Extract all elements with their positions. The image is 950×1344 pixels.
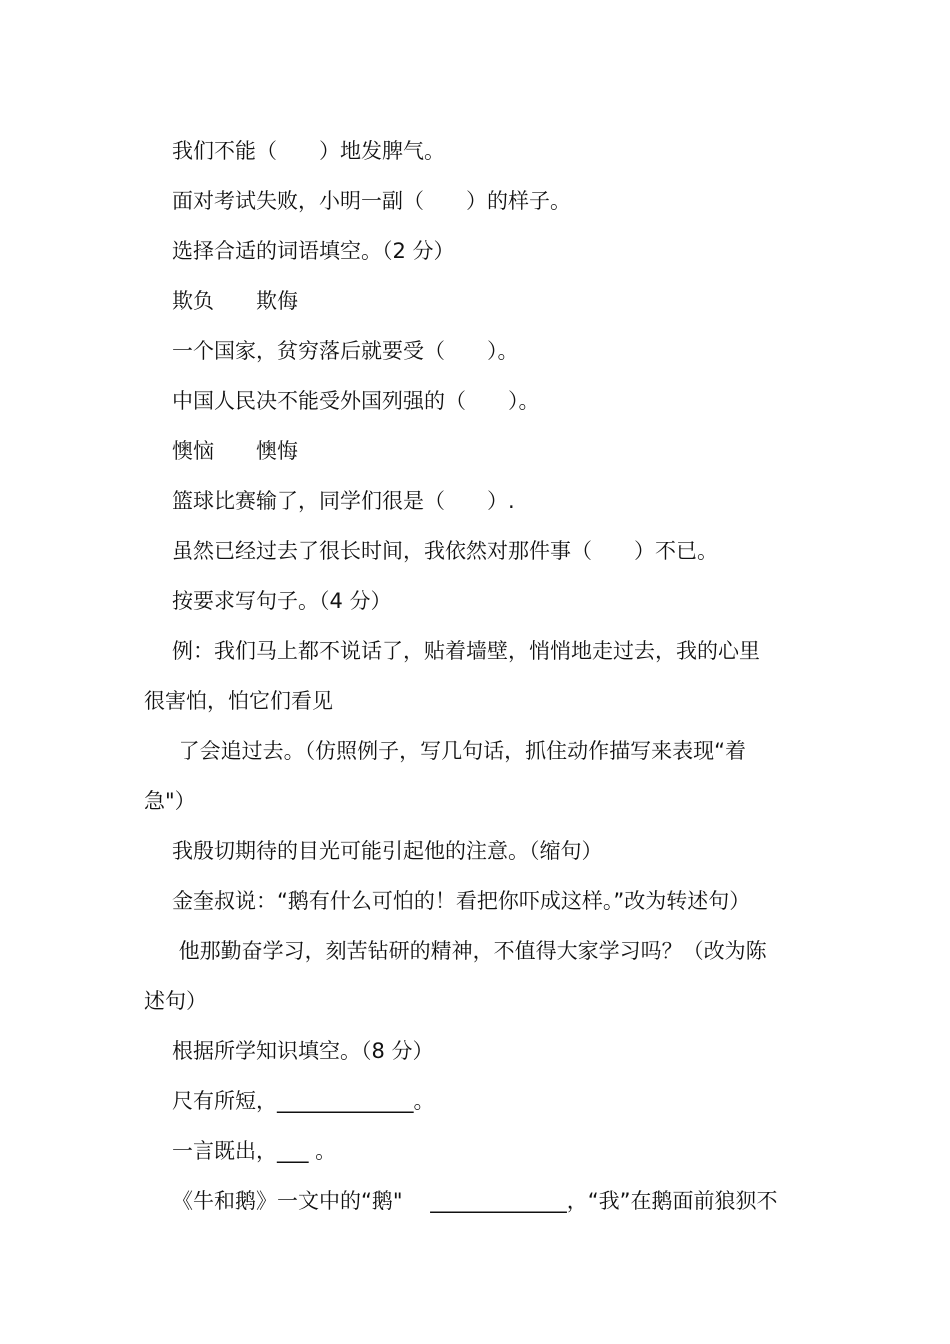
text-line: 金奎叔说：“鹅有什么可怕的！看把你吓成这样。”改为转述句） (172, 889, 751, 913)
section-heading: 选择合适的词语填空。（2 分） (172, 239, 455, 263)
word-options: 欺负 欺侮 (172, 289, 298, 313)
text-line: 虽然已经过去了很长时间，我依然对那件事（ ）不已。 (172, 539, 718, 563)
word-options: 懊恼 懊悔 (172, 439, 298, 463)
text-line: 一个国家，贫穷落后就要受（ ）。 (172, 339, 519, 363)
text-line: 面对考试失败，小明一副（ ）的样子。 (172, 189, 571, 213)
fill-blank-line: 《牛和鹅》一文中的“鹅" _____________，“我”在鹅面前狼狈不 (172, 1189, 778, 1213)
text-line: 他那勤奋学习，刻苦钻研的精神，不值得大家学习吗？（改为陈 (172, 939, 767, 963)
fill-blank-line: 一言既出，___ 。 (172, 1139, 337, 1163)
fill-blank-line: 尺有所短，_____________。 (172, 1089, 435, 1113)
text-line: 我殷切期待的目光可能引起他的注意。（缩句） (172, 839, 603, 863)
text-line: 中国人民决不能受外国列强的（ ）。 (172, 389, 540, 413)
section-heading: 按要求写句子。（4 分） (172, 589, 392, 613)
text-line: 例：我们马上都不说话了，贴着墙壁，悄悄地走过去，我的心里 (172, 639, 760, 663)
text-line: 很害怕，怕它们看见 (144, 689, 333, 713)
text-line: 急"） (144, 789, 196, 813)
text-line: 篮球比赛输了，同学们很是（ ）. (172, 489, 515, 513)
document-body (144, 126, 808, 1226)
text-line: 我们不能（ ）地发脾气。 (172, 139, 445, 163)
text-line: 了会追过去。（仿照例子，写几句话，抓住动作描写来表现“着 (172, 739, 747, 763)
section-heading: 根据所学知识填空。（8 分） (172, 1039, 434, 1063)
text-line: 述句） (144, 989, 207, 1013)
